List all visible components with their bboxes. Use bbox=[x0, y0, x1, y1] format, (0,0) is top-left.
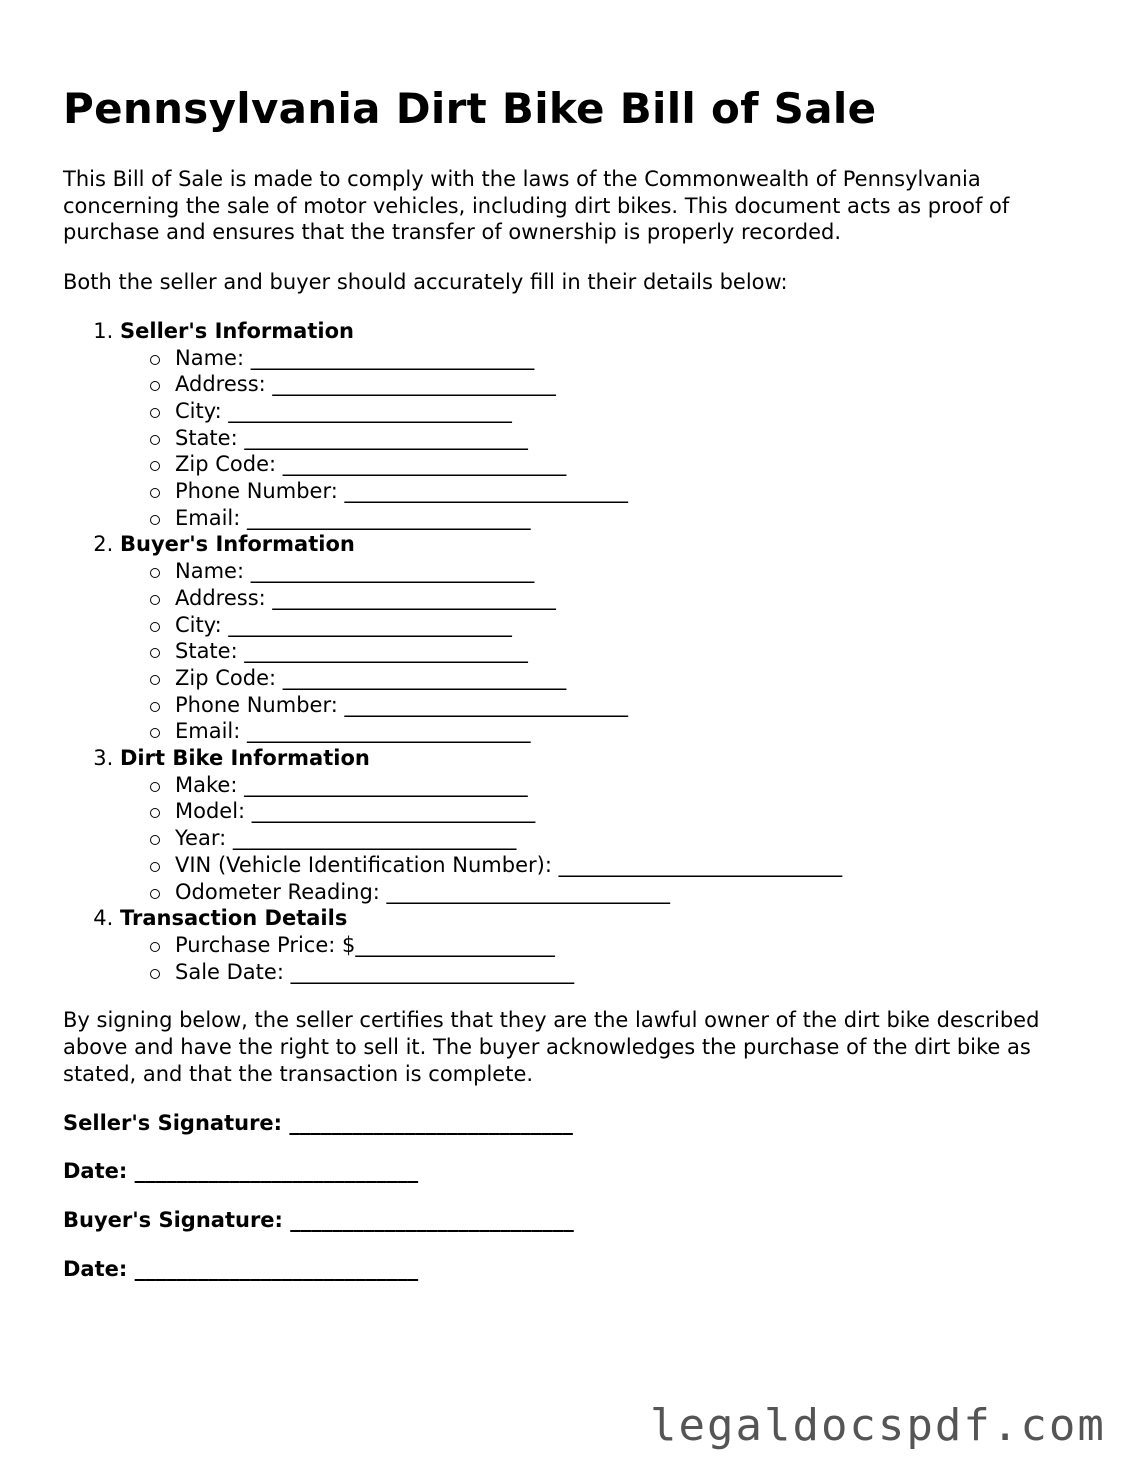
buyer-signature-line[interactable]: Buyer's Signature: ___________________________ bbox=[63, 1207, 574, 1232]
bike-model-field[interactable]: Model: ___________________________ bbox=[175, 798, 1093, 825]
seller-phone-field[interactable]: Phone Number: ___________________________ bbox=[175, 478, 1093, 505]
seller-address-field[interactable]: Address: ___________________________ bbox=[175, 371, 1093, 398]
intro-paragraph: This Bill of Sale is made to comply with the laws of the Commonwealth of Pennsylvania concerning the sale of motor vehicles, including dirt bikes. This document acts as proof of purchase and ensures that the transfer of ownership is properly recorded. bbox=[63, 167, 1010, 245]
section-buyer bbox=[120, 531, 1093, 745]
seller-zip-field[interactable]: Zip Code: ___________________________ bbox=[175, 451, 1093, 478]
seller-signature-line[interactable]: Seller's Signature: ___________________________ bbox=[63, 1110, 573, 1135]
watermark: legaldocspdf.com bbox=[650, 1400, 1106, 1451]
bike-vin-field[interactable]: VIN (Vehicle Identification Number): ___________________________ bbox=[175, 852, 1093, 879]
seller-fields bbox=[120, 345, 1093, 532]
buyer-address-field[interactable]: Address: ___________________________ bbox=[175, 585, 1093, 612]
bike-odometer-field[interactable]: Odometer Reading: ___________________________ bbox=[175, 879, 1093, 906]
section-transaction bbox=[120, 905, 1093, 985]
seller-name-field[interactable]: Name: ___________________________ bbox=[175, 345, 1093, 372]
section-title: Seller's Information bbox=[120, 318, 354, 343]
document-page bbox=[63, 80, 1093, 1282]
seller-state-field[interactable]: State: ___________________________ bbox=[175, 425, 1093, 452]
buyer-zip-field[interactable]: Zip Code: ___________________________ bbox=[175, 665, 1093, 692]
instruction-paragraph: Both the seller and buyer should accurately fill in their details below: bbox=[63, 270, 788, 295]
buyer-name-field[interactable]: Name: ___________________________ bbox=[175, 558, 1093, 585]
closing-paragraph: By signing below, the seller certifies that they are the lawful owner of the dirt bike described above and have the right to sell it. The buyer acknowledges the purchase of the dirt bike as stated, and that the transaction is complete. bbox=[63, 1008, 1040, 1086]
seller-date-line[interactable]: Date: ___________________________ bbox=[63, 1159, 419, 1184]
buyer-email-field[interactable]: Email: ___________________________ bbox=[175, 718, 1093, 745]
transaction-fields bbox=[120, 932, 1093, 985]
sale-date-field[interactable]: Sale Date: ___________________________ bbox=[175, 959, 1093, 986]
buyer-fields bbox=[120, 558, 1093, 745]
purchase-price-field[interactable]: Purchase Price: $___________________ bbox=[175, 932, 1093, 959]
section-title: Dirt Bike Information bbox=[120, 746, 370, 771]
section-dirt-bike bbox=[120, 745, 1093, 905]
section-seller bbox=[120, 318, 1093, 532]
seller-email-field[interactable]: Email: ___________________________ bbox=[175, 505, 1093, 532]
seller-city-field[interactable]: City: ___________________________ bbox=[175, 398, 1093, 425]
buyer-phone-field[interactable]: Phone Number: ___________________________ bbox=[175, 692, 1093, 719]
buyer-city-field[interactable]: City: ___________________________ bbox=[175, 612, 1093, 639]
page-title: Pennsylvania Dirt Bike Bill of Sale bbox=[63, 84, 877, 133]
bike-year-field[interactable]: Year: ___________________________ bbox=[175, 825, 1093, 852]
bike-make-field[interactable]: Make: ___________________________ bbox=[175, 772, 1093, 799]
buyer-date-line[interactable]: Date: ___________________________ bbox=[63, 1256, 419, 1281]
section-title: Transaction Details bbox=[120, 906, 348, 931]
dirt-bike-fields bbox=[120, 772, 1093, 906]
section-title: Buyer's Information bbox=[120, 532, 355, 557]
sections-list bbox=[63, 318, 1093, 986]
buyer-state-field[interactable]: State: ___________________________ bbox=[175, 638, 1093, 665]
